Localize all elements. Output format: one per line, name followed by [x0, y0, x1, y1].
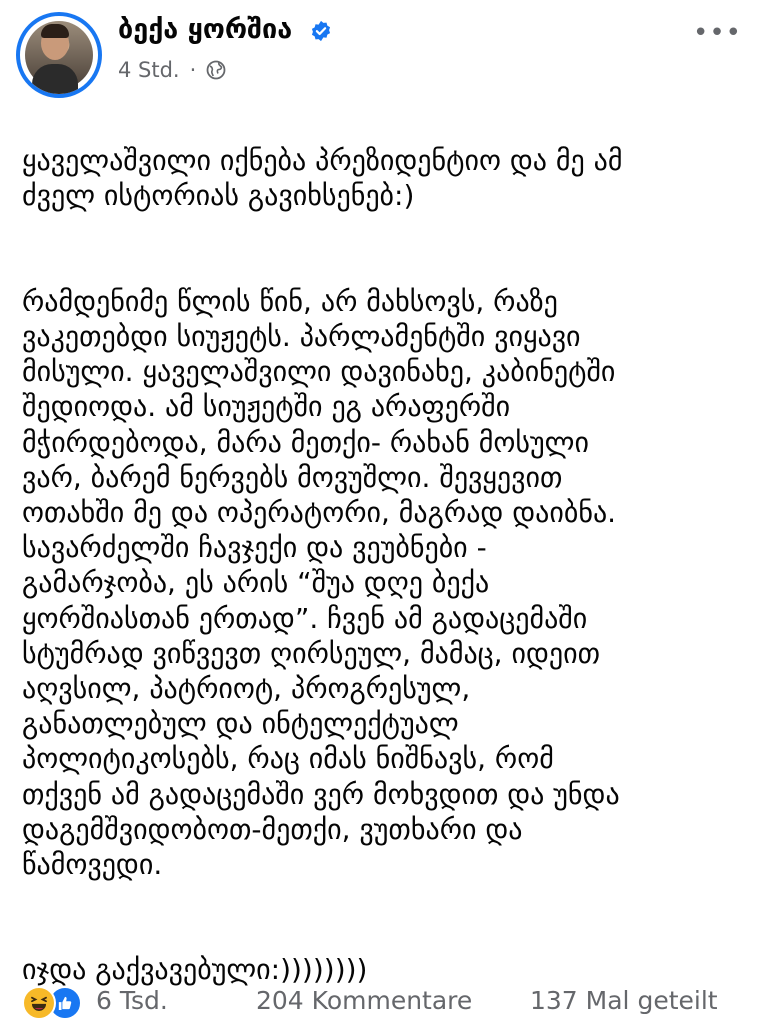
haha-emoji-icon — [22, 986, 56, 1020]
avatar[interactable] — [16, 12, 102, 98]
post-body — [22, 108, 762, 1023]
author-name-row — [118, 14, 332, 45]
shares-count[interactable]: 137 Mal geteilt — [530, 986, 718, 1015]
post-time[interactable]: 4 Std. — [118, 58, 180, 82]
meta-separator: · — [189, 58, 197, 82]
post-meta — [118, 58, 226, 82]
reactions-summary[interactable] — [22, 986, 82, 1020]
post-paragraph: ყაველაშვილი იქნება პრეზიდენტიო და მე ამ ძველ ისტორიას გავიხსენებ:) — [22, 144, 623, 213]
post-paragraph: იჯდა გაქვავებული:)))))))) — [22, 953, 368, 987]
more-options-icon[interactable]: ••• — [692, 18, 742, 48]
comments-count[interactable]: 204 Kommentare — [256, 986, 473, 1015]
verified-badge-icon — [310, 20, 332, 42]
globe-icon[interactable] — [206, 60, 226, 80]
post-footer — [0, 982, 770, 1024]
reaction-count[interactable]: 6 Tsd. — [96, 986, 168, 1015]
post-paragraph: რამდენიმე წლის წინ, არ მახსოვს, რაზე ვაკეთებდი სიუჟეტს. პარლამენტში ვიყავი მისული. ყაველაშვილი დავინახე, კაბინეტში შედიოდა. ამ სიუჟეტში ეგ არაფერში მჭირდებოდა, მარა მეთქი- რახან მოსული ვარ, ბარემ ნერვებს მოვუშლი. შევყევით ოთახში მე და ოპერატორი, მაგრად დაიბნა. სავარძელში ჩავჯექი და ვეუბნები - გამარჯობა, ეს არის “შუა დღე ბექა ყორშიასთან ერთად”. ჩვენ ამ გადაცემაში სტუმრად ვიწვევთ ღირსეულ, მამაც, იდეით აღვსილ, პატრიოტ, პროგრესულ, განათლებულ და ინტელექტუალ პოლიტიკოსებს, რაც იმას ნიშნავს, რომ თქვენ ამ გადაცემაში ვერ მოხვდით და უნდა დაგემშვიდობოთ-მეთქი, ვუთხარი და წამოვედი. — [22, 284, 620, 882]
author-name[interactable]: ბექა ყორშია — [118, 14, 293, 45]
post-header — [0, 0, 770, 110]
